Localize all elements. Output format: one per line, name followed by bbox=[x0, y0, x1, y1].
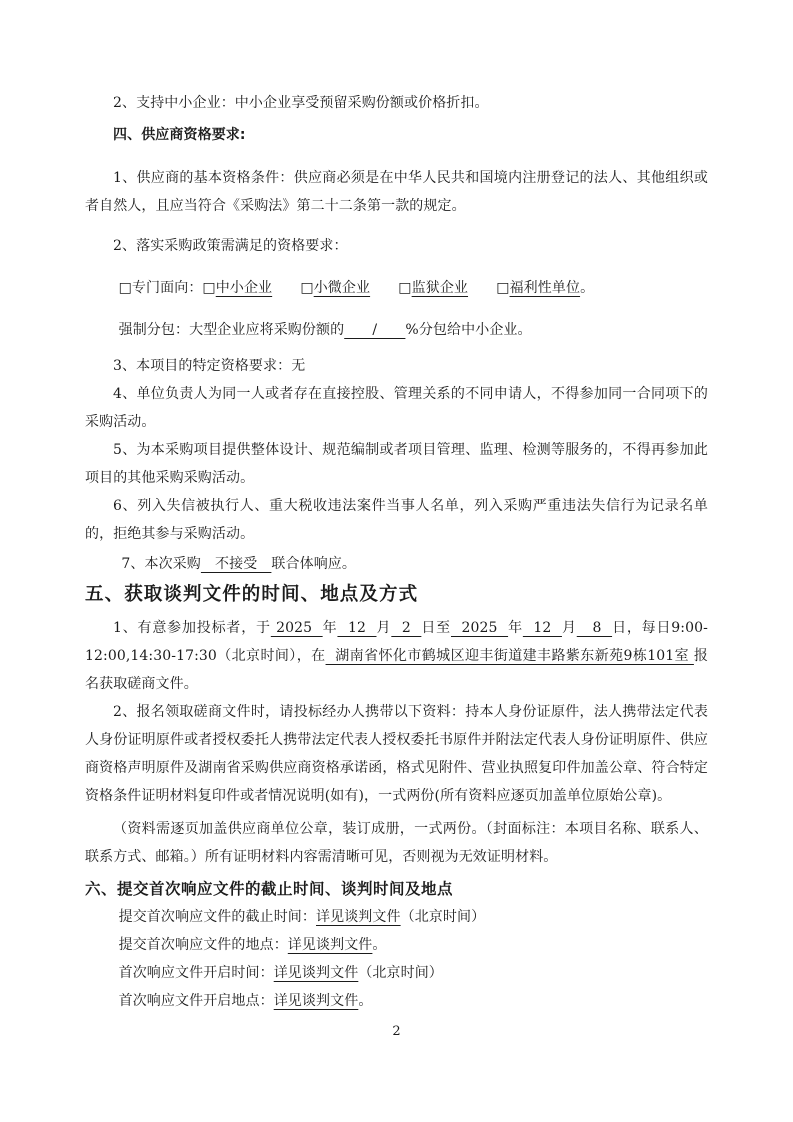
blank-underline: / bbox=[344, 322, 406, 338]
text-run: 月 bbox=[561, 620, 577, 636]
para-basic-qualification bbox=[85, 164, 708, 220]
section-title: 供应商资格要求: bbox=[141, 127, 246, 143]
checkbox-icon: □ bbox=[118, 280, 132, 296]
para-registration-time-place bbox=[85, 614, 708, 698]
address-underline: 湖南省怀化市鹤城区迎丰街道建丰路紫东新苑9栋101室 bbox=[325, 648, 694, 664]
text-run: 1、有意参加投标者，于 bbox=[113, 620, 271, 636]
para-required-materials bbox=[85, 698, 708, 810]
text-run: 3、本项目的特定资格要求：无 bbox=[113, 358, 306, 374]
text-run: 提交首次响应文件的地点： bbox=[118, 937, 288, 953]
text-run: 年 bbox=[508, 620, 523, 636]
text-run: 2、落实采购政策需满足的资格要求： bbox=[113, 238, 348, 254]
para-opening-place bbox=[85, 987, 708, 1015]
text-run: （北京时间） bbox=[400, 909, 486, 925]
para-submit-deadline-time bbox=[85, 903, 708, 931]
blank-day-value: 8 bbox=[576, 620, 613, 636]
text-run: 1、供应商的基本资格条件：供应商必须是在中华人民共和国境内注册登记的法人、其他组织或者自然人，且应当符合《采购法》第二十二条第一款的规定。 bbox=[85, 170, 708, 214]
heading-obtain-documents bbox=[85, 580, 708, 610]
text-run: 2、报名领取磋商文件时，请投标经办人携带以下资料：持本人身份证原件，法人携带法定代表人身份证明原件或者授权委托人携带法定代表人授权委托书原件并附法定代表人身份证明原件、供应商资格声明原件及湖南省采购供应商资格承诺函，格式见附件、营业执照复印件加盖公章、符合特定资格条件证明材料复印件或者情况说明(如有)，一式两份(所有资料应逐页加盖单位原始公章)。 bbox=[85, 704, 708, 804]
para-targeted-options bbox=[85, 274, 708, 302]
para-consortium-response bbox=[85, 550, 708, 578]
spacer bbox=[370, 280, 398, 296]
section-title: 获取谈判文件的时间、地点及方式 bbox=[124, 584, 419, 605]
checkbox-option-label: 中小企业 bbox=[215, 280, 273, 296]
checkbox-icon: □ bbox=[300, 280, 314, 296]
checkbox-icon: □ bbox=[496, 280, 510, 296]
text-run: 5、为本采购项目提供整体设计、规范编制或者项目管理、监理、检测等服务的，不得再参加此项目的其他采购采购活动。 bbox=[85, 442, 708, 486]
text-run: %分包给中小企业。 bbox=[405, 322, 532, 338]
text-run: （北京时间） bbox=[358, 965, 443, 981]
text-run: 月 bbox=[376, 620, 392, 636]
text-run: 6、列入失信被执行人、重大税收违法案件当事人名单，列入采购严重违法失信行为记录名单的，拒绝其参与采购活动。 bbox=[85, 498, 708, 542]
text-run: 4、单位负责人为同一人或者存在直接控股、管理关系的不同申请人，不得参加同一合同项下的采购活动。 bbox=[85, 386, 708, 430]
see-document-link: 详见谈判文件 bbox=[316, 909, 401, 925]
para-service-provider-restriction bbox=[85, 436, 708, 492]
text-run: （资料需逐页加盖供应商单位公章，装订成册，一式两份。（封面标注：本项目名称、联系人、联系方式、邮箱。）所有证明材料内容需清晰可见，否则视为无效证明材料。 bbox=[85, 821, 708, 865]
checkbox-option-label: 福利性单位 bbox=[509, 280, 581, 296]
para-support-sme bbox=[85, 89, 708, 117]
checkbox-option-label: 监狱企业 bbox=[411, 280, 469, 296]
blank-year-value: 2025 bbox=[270, 620, 323, 636]
page-number: 2 bbox=[392, 1024, 401, 1039]
text-run: 年 bbox=[322, 620, 338, 636]
blank-underline: 不接受 bbox=[200, 556, 272, 572]
text-run: 提交首次响应文件的截止时间： bbox=[118, 909, 316, 925]
section-number: 六、 bbox=[85, 879, 118, 898]
text-run: 7、本次采购 bbox=[121, 556, 201, 572]
para-specific-qualification bbox=[85, 352, 708, 380]
checkbox-icon: □ bbox=[202, 280, 216, 296]
blank-month-value: 12 bbox=[522, 620, 562, 636]
para-mandatory-subcontract bbox=[85, 316, 708, 344]
checkbox-icon: □ bbox=[398, 280, 412, 296]
blank-day-value: 2 bbox=[391, 620, 422, 636]
para-submit-place bbox=[85, 931, 708, 959]
checkbox-option-label: 小微企业 bbox=[313, 280, 371, 296]
text-run: 日，每日9:00-12:00,14:30-17:30（北京时间），在 bbox=[85, 620, 708, 664]
spacer bbox=[468, 280, 496, 296]
text-run: 。 bbox=[358, 993, 373, 1009]
section-number: 四、 bbox=[113, 127, 142, 143]
spacer bbox=[272, 280, 300, 296]
section-title: 提交首次响应文件的截止时间、谈判时间及地点 bbox=[117, 880, 454, 898]
option-label: 专门面向： bbox=[131, 280, 203, 296]
para-opening-time bbox=[85, 959, 708, 987]
text-run: 强制分包：大型企业应将采购份额的 bbox=[118, 322, 345, 338]
see-document-link: 详见谈判文件 bbox=[273, 993, 359, 1009]
heading-submission-deadline bbox=[85, 875, 708, 903]
para-dishonesty-blacklist bbox=[85, 492, 708, 548]
para-binding-note bbox=[85, 815, 708, 871]
heading-supplier-qualification bbox=[85, 121, 708, 149]
section-number: 五、 bbox=[85, 584, 125, 605]
text-run: 首次响应文件开启时间： bbox=[118, 965, 274, 981]
text-run: 日至 bbox=[421, 620, 451, 636]
blank-month-value: 12 bbox=[337, 620, 377, 636]
para-same-person-restriction bbox=[85, 380, 708, 436]
text-run: 报名获取磋商文件。 bbox=[85, 648, 708, 692]
text-run: 。 bbox=[372, 937, 387, 953]
text-run: 联合体响应。 bbox=[271, 556, 357, 572]
text-run: 首次响应文件开启地点： bbox=[118, 993, 274, 1009]
text-run: 。 bbox=[580, 280, 595, 296]
see-document-link: 详见谈判文件 bbox=[287, 937, 373, 953]
para-policy-qualification bbox=[85, 232, 708, 260]
see-document-link: 详见谈判文件 bbox=[273, 965, 359, 981]
text-run: 2、支持中小企业：中小企业享受预留采购份额或价格折扣。 bbox=[113, 95, 489, 111]
blank-year-value: 2025 bbox=[450, 620, 509, 636]
